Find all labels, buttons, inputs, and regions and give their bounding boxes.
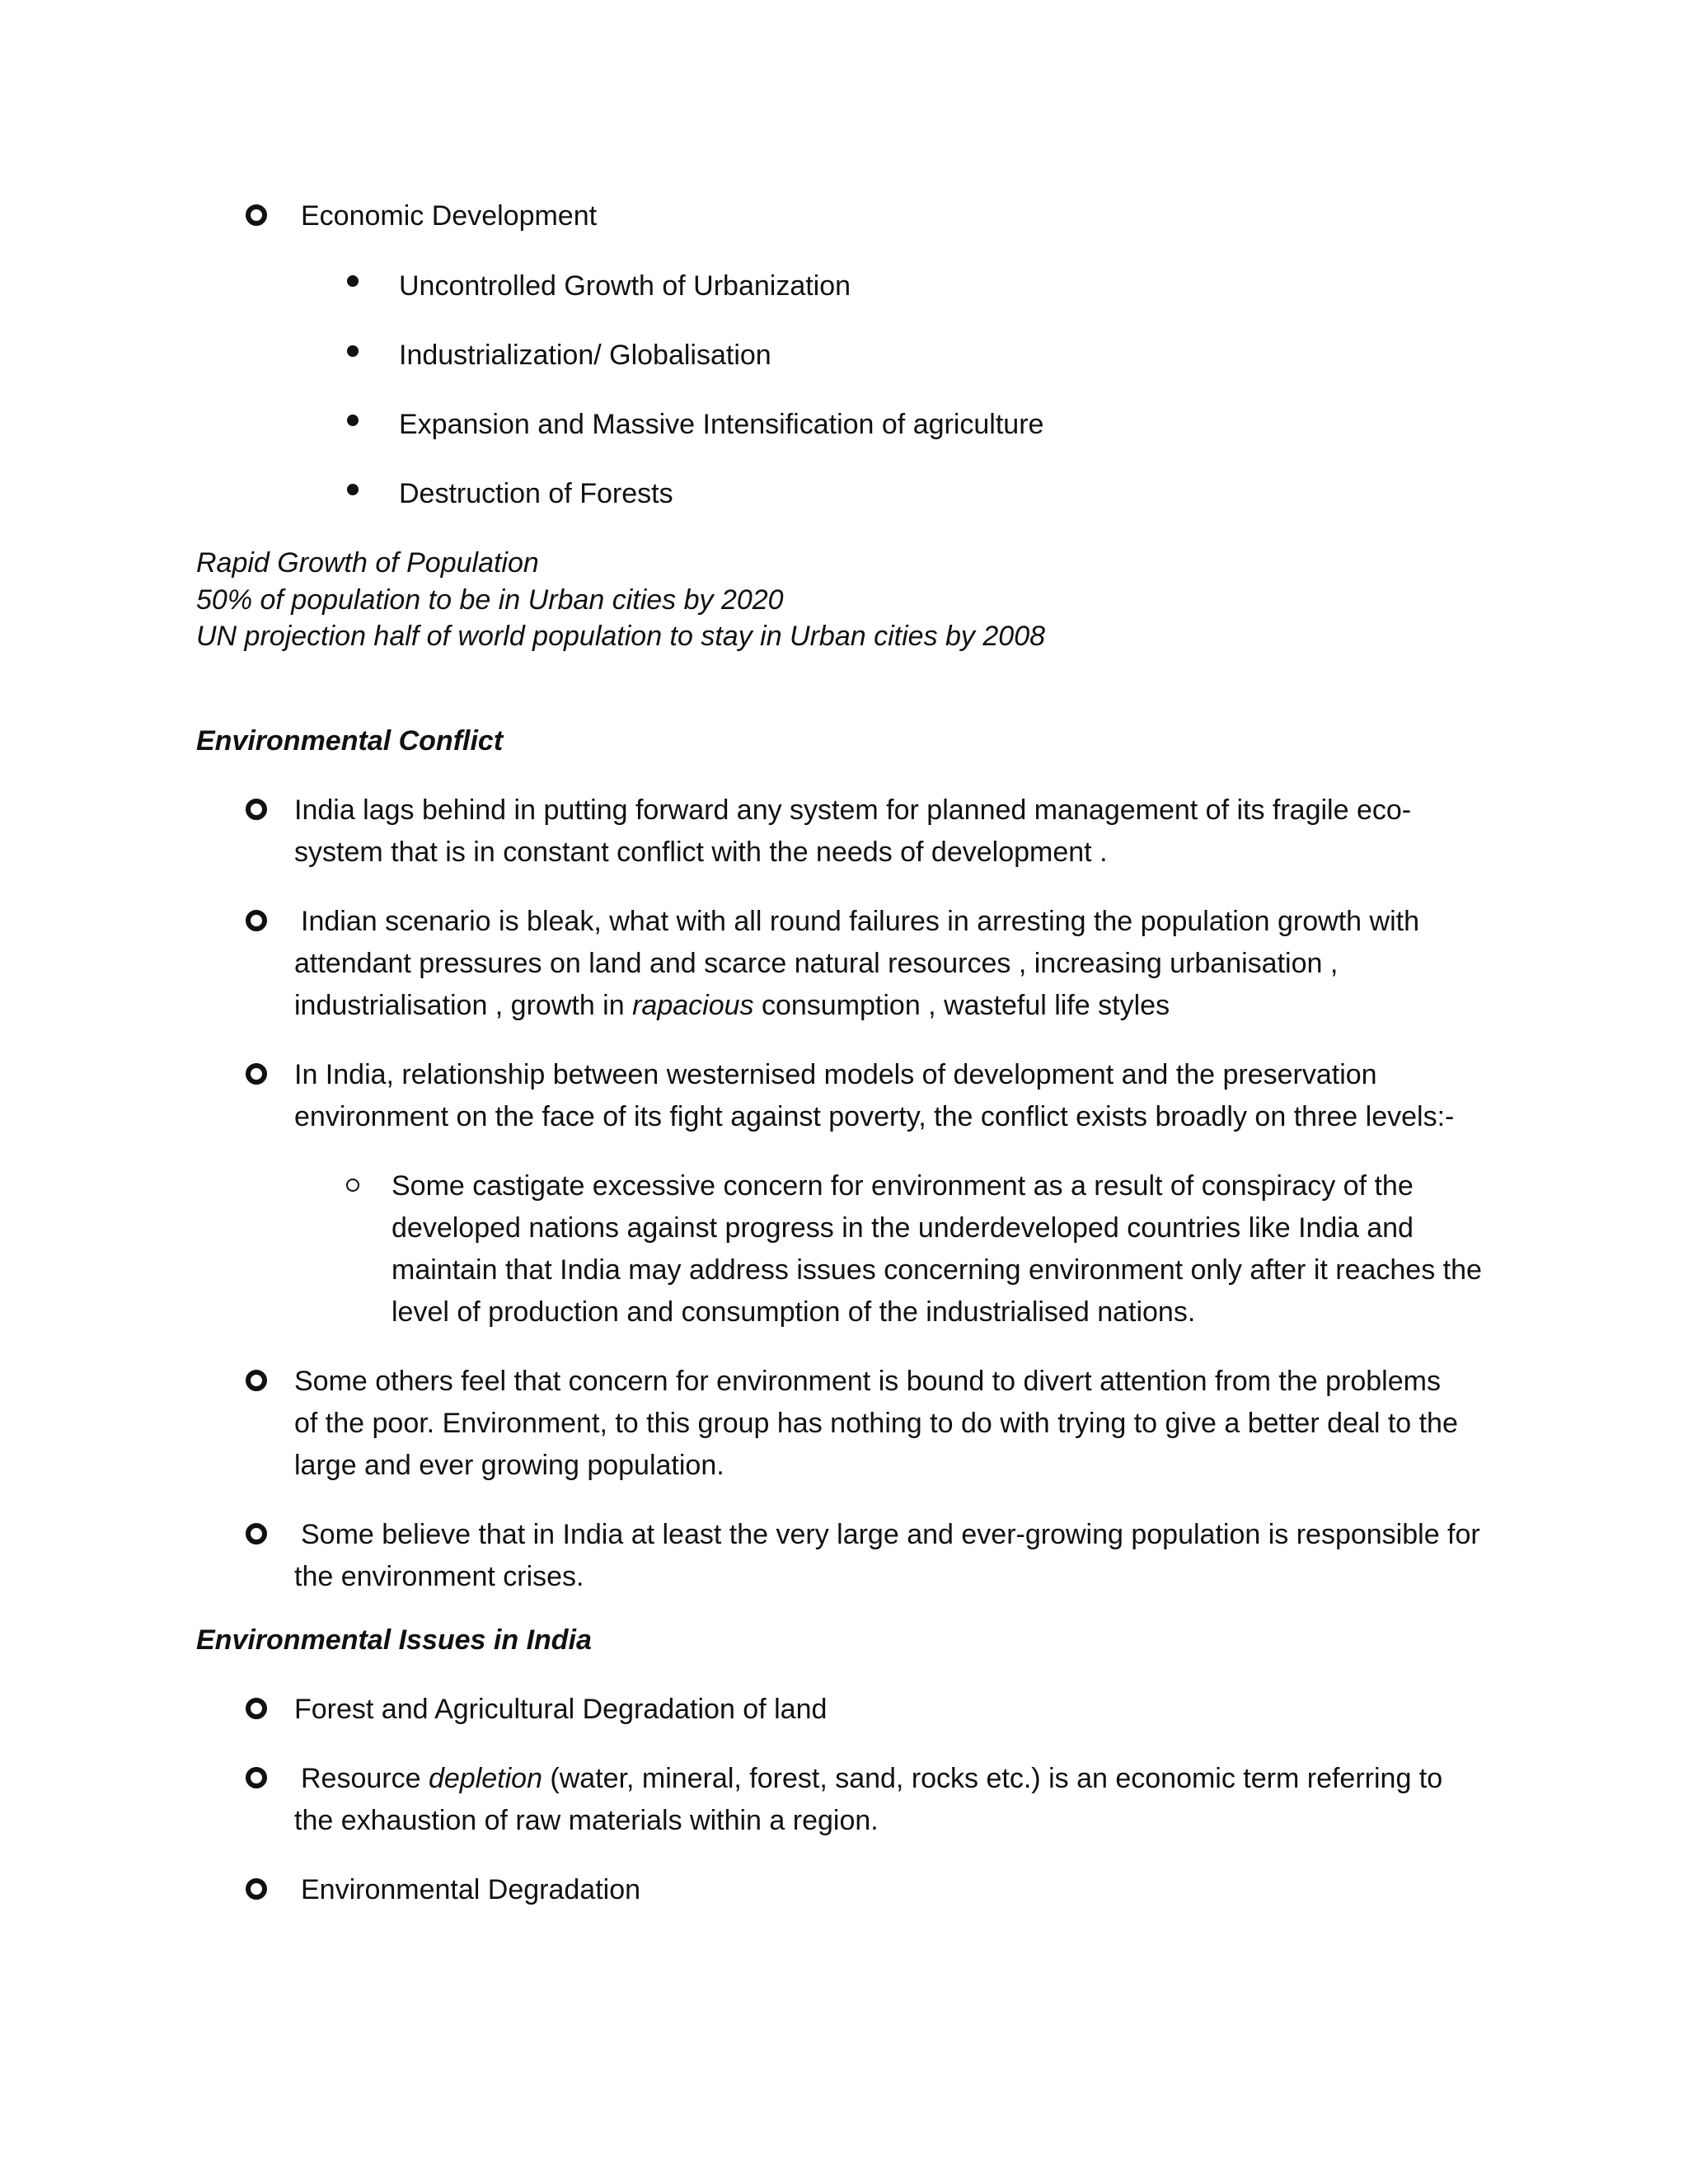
hollow-bullet-icon [246, 1698, 267, 1719]
sub-item-urbanization: Uncontrolled Growth of Urbanization [399, 270, 851, 302]
conflict-item-1-line-2: system that is in constant conflict with the needs of development . [294, 837, 1108, 868]
hollow-bullet-icon [246, 204, 267, 226]
hollow-bullet-icon [246, 799, 267, 820]
note-urban-2020: 50% of population to be in Urban cities by 2020 [196, 584, 784, 616]
conflict-item-2-line-2: attendant pressures on land and scarce natural resources , increasing urbanisation , [294, 948, 1339, 979]
note-population-growth: Rapid Growth of Population [196, 547, 539, 579]
conflict-item-5-line-2: the environment crises. [294, 1561, 584, 1592]
hollow-bullet-icon [246, 1370, 267, 1391]
emphasis-rapacious: rapacious [632, 990, 754, 1021]
note-un-projection: UN projection half of world population to stay in Urban cities by 2008 [196, 621, 1046, 652]
conflict-sub-item-line-2: developed nations against progress in the underdeveloped countries like India and [392, 1212, 1414, 1244]
conflict-item-4-line-3: large and ever growing population. [294, 1450, 724, 1481]
text-segment: (water, mineral, forest, sand, rocks etc.) is an economic term referring to [542, 1763, 1443, 1794]
sub-item-forests: Destruction of Forests [399, 478, 673, 509]
small-hollow-bullet-icon [346, 1179, 359, 1192]
section-heading-environmental-conflict: Environmental Conflict [196, 725, 504, 757]
conflict-sub-item-line-3: maintain that India may address issues concerning environment only after it reaches the [392, 1254, 1482, 1286]
text-segment: consumption , wasteful life styles [753, 990, 1170, 1021]
filled-bullet-icon [347, 345, 359, 357]
hollow-bullet-icon [246, 910, 267, 931]
hollow-bullet-icon [246, 1063, 267, 1085]
conflict-item-2-line-3 [294, 984, 1170, 1027]
list-item-economic-development: Economic Development [301, 200, 598, 232]
conflict-item-2-line-1: Indian scenario is bleak, what with all round failures in arresting the population growth with [301, 906, 1419, 937]
issues-item-2-line-2: the exhaustion of raw materials within a region. [294, 1805, 879, 1836]
text-segment: Resource [301, 1763, 429, 1794]
text-segment: industrialisation , growth in [294, 990, 633, 1021]
hollow-bullet-icon [246, 1767, 267, 1788]
filled-bullet-icon [347, 484, 359, 495]
filled-bullet-icon [347, 415, 359, 426]
conflict-item-3-line-2: environment on the face of its fight against poverty, the conflict exists broadly on three levels:- [294, 1101, 1455, 1132]
conflict-item-5-line-1: Some believe that in India at least the very large and ever-growing population is responsible for [301, 1519, 1480, 1550]
section-heading-environmental-issues: Environmental Issues in India [196, 1624, 592, 1656]
sub-item-agriculture: Expansion and Massive Intensification of agriculture [399, 409, 1044, 440]
issues-item-1: Forest and Agricultural Degradation of land [294, 1694, 828, 1725]
issues-item-2-line-1 [301, 1757, 1442, 1800]
conflict-sub-item-line-1: Some castigate excessive concern for environment as a result of conspiracy of the [392, 1170, 1414, 1202]
hollow-bullet-icon [246, 1878, 267, 1900]
conflict-item-3-line-1: In India, relationship between westernised models of development and the preservation [294, 1059, 1377, 1090]
issues-item-3: Environmental Degradation [301, 1874, 641, 1905]
conflict-item-1-line-1: India lags behind in putting forward any system for planned management of its fragile eco- [294, 794, 1412, 826]
hollow-bullet-icon [246, 1523, 267, 1544]
conflict-item-4-line-2: of the poor. Environment, to this group has nothing to do with trying to give a better deal to the [294, 1408, 1458, 1439]
emphasis-depletion: depletion [428, 1763, 542, 1794]
conflict-sub-item-line-4: level of production and consumption of the industrialised nations. [392, 1296, 1196, 1328]
sub-item-industrialization: Industrialization/ Globalisation [399, 340, 771, 371]
filled-bullet-icon [347, 275, 359, 287]
conflict-item-4-line-1: Some others feel that concern for environment is bound to divert attention from the problems [294, 1366, 1441, 1397]
